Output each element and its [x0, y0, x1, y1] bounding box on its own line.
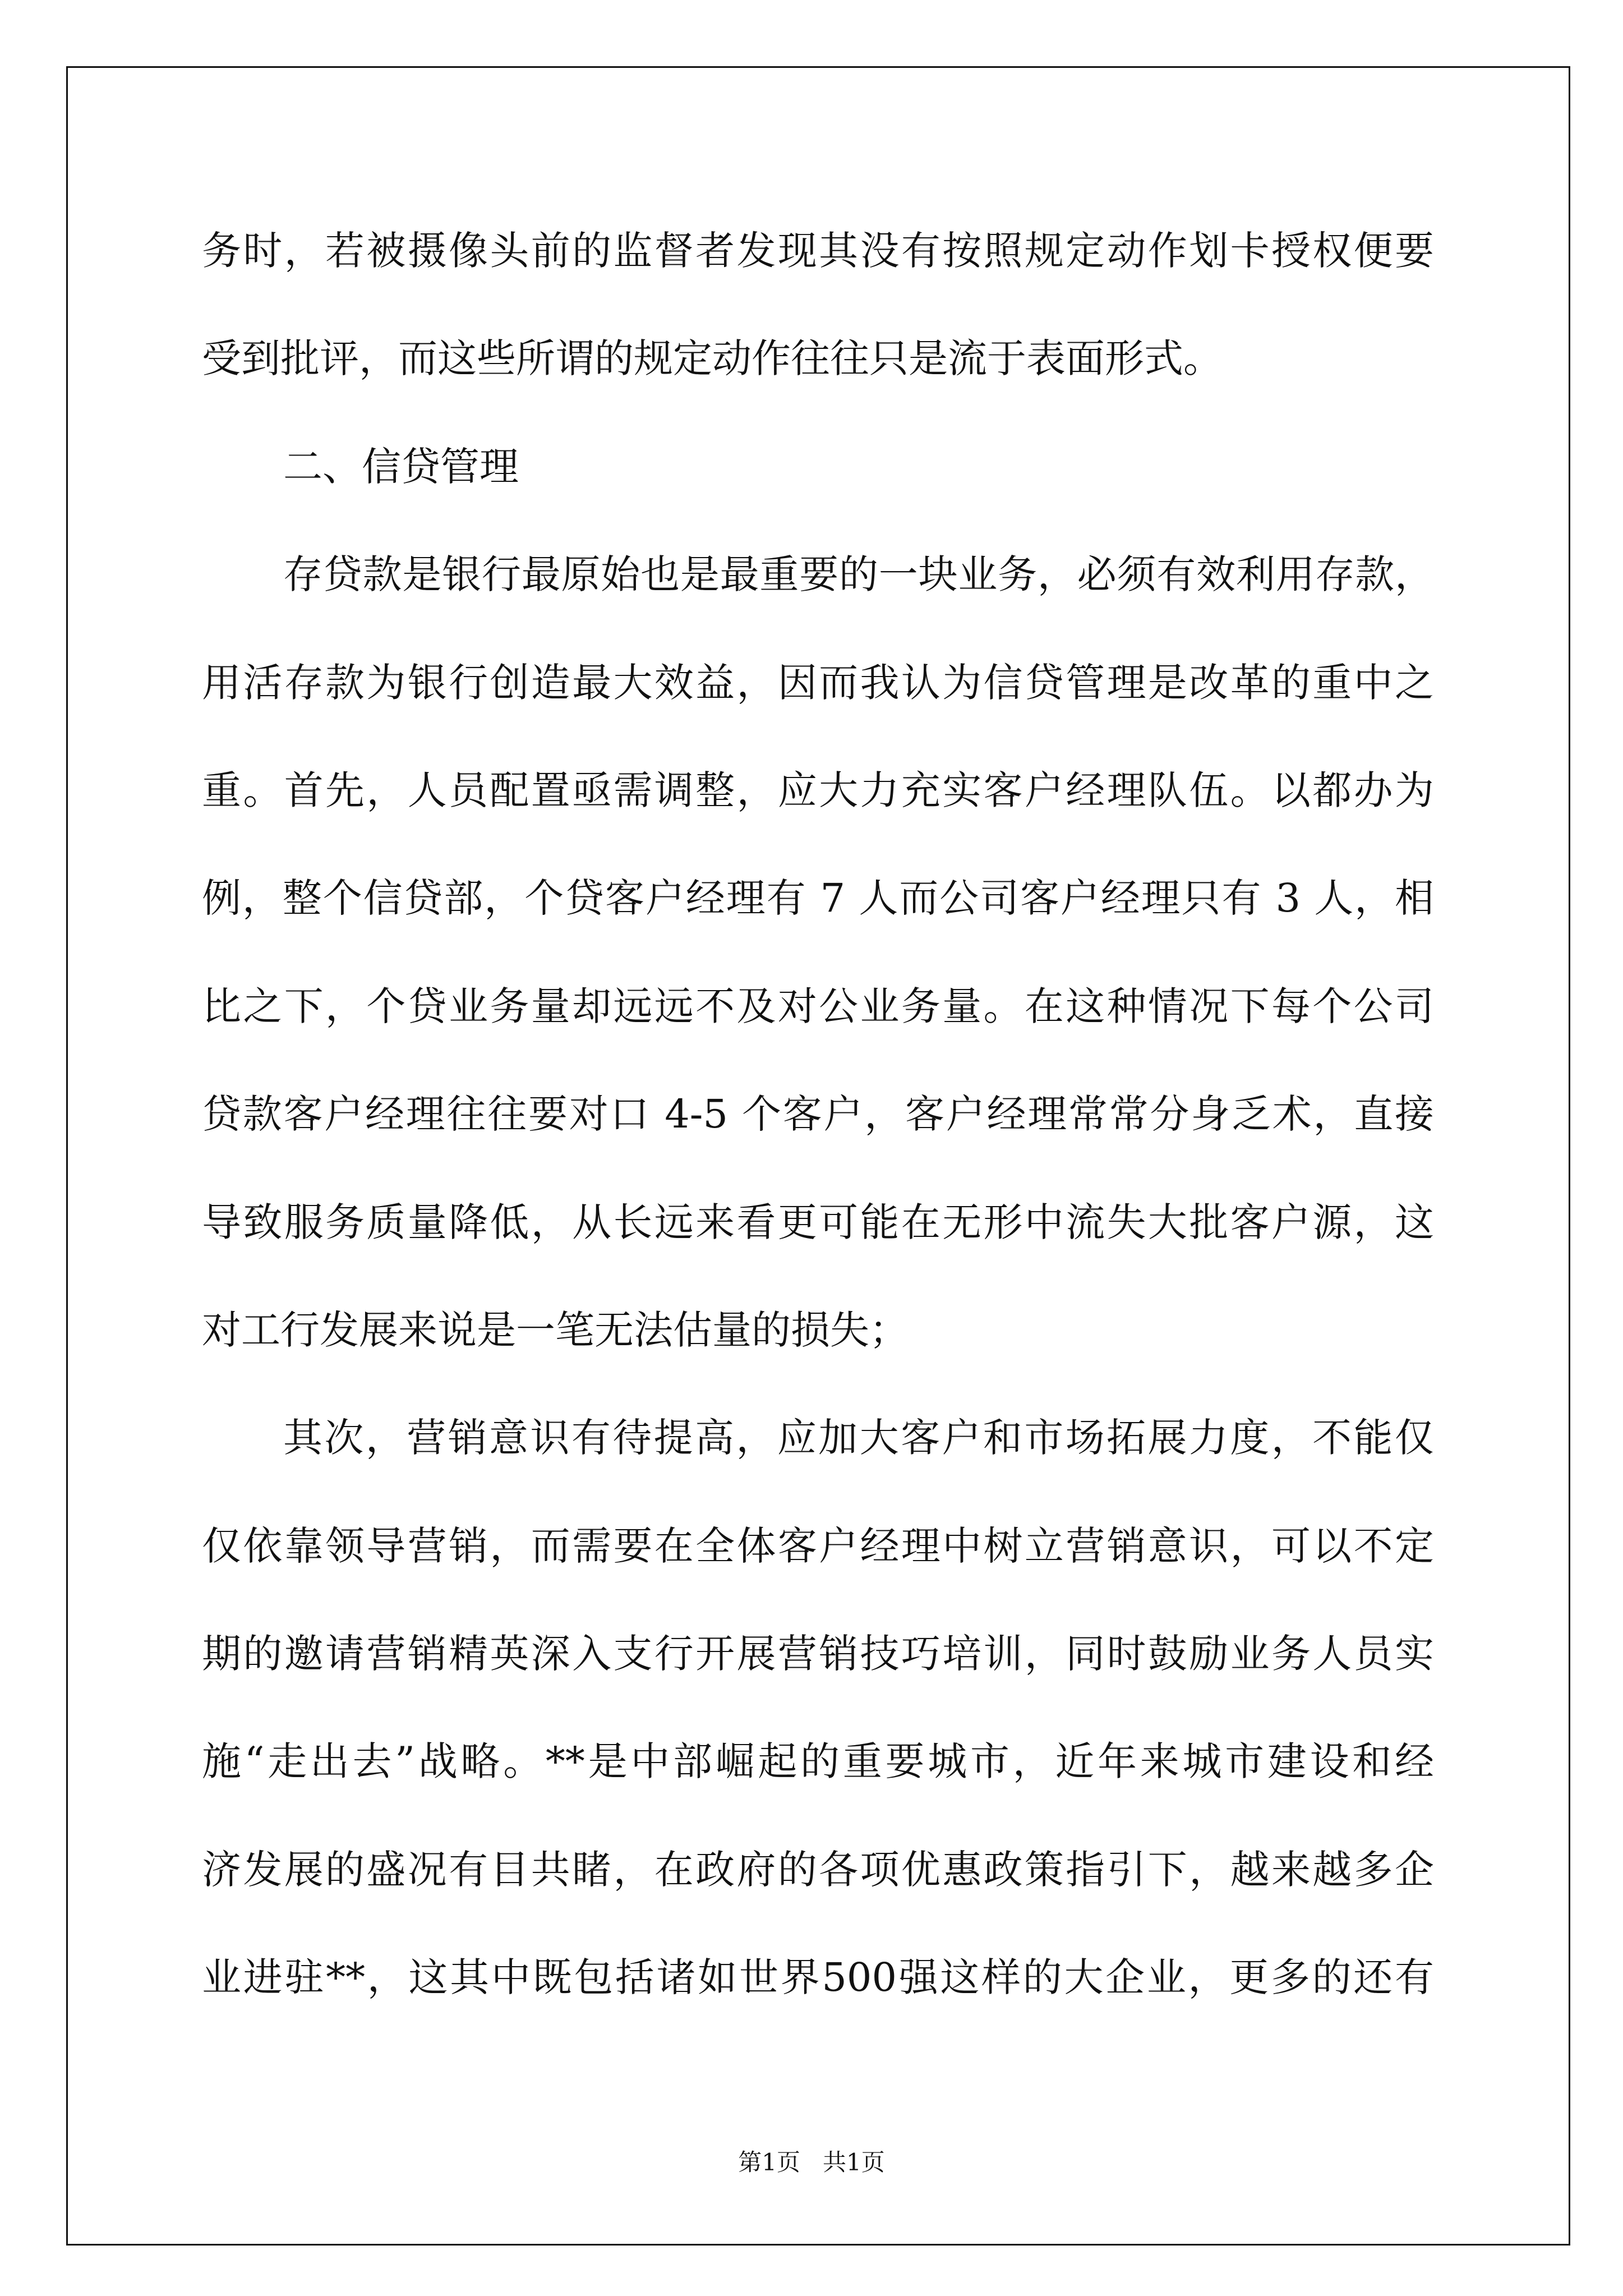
- text-line: 贷款客户经理往往要对口 4-5 个客户，客户经理常常分身乏术，直接: [202, 1091, 1434, 1138]
- text-line: 济发展的盛况有目共睹，在政府的各项优惠政策指引下，越来越多企: [202, 1846, 1434, 1893]
- text-line: 务时，若被摄像头前的监督者发现其没有按照规定动作划卡授权便要: [202, 228, 1434, 274]
- text-line: 重。首先，人员配置亟需调整，应大力充实客户经理队伍。以都办为: [202, 767, 1434, 813]
- text-line: 比之下，个贷业务量却远远不及对公业务量。在这种情况下每个公司: [202, 983, 1434, 1029]
- text-line: 对工行发展来说是一笔无法估量的损失；: [202, 1306, 909, 1353]
- text-line: 施“走出去”战略。**是中部崛起的重要城市，近年来城市建设和经: [202, 1738, 1434, 1785]
- page-number-current: 第1页: [738, 2148, 800, 2176]
- text-line: 导致服务质量降低，从长远来看更可能在无形中流失大批客户源，这: [202, 1199, 1434, 1245]
- paragraph: [202, 1384, 1434, 2031]
- document-body: [202, 197, 1434, 2032]
- text-line: 例，整个信贷部，个贷客户经理有 7 人而公司客户经理只有 3 人，相: [202, 875, 1434, 922]
- text-line: 期的邀请营销精英深入支行开展营销技巧培训，同时鼓励业务人员实: [202, 1631, 1434, 1677]
- page-footer: [0, 2143, 1623, 2182]
- text-line: 存贷款是银行最原始也是最重要的一块业务，必须有效利用存款，: [283, 551, 1434, 598]
- section-heading: [202, 413, 1434, 521]
- section-heading-text: 二、信贷管理: [283, 443, 519, 490]
- page-number-total: 共1页: [823, 2148, 885, 2176]
- text-line: 业进驻**，这其中既包括诸如世界500强这样的大企业，更多的还有: [202, 1954, 1434, 2001]
- paragraph: [202, 197, 1434, 413]
- text-line: 用活存款为银行创造最大效益，因而我认为信贷管理是改革的重中之: [202, 659, 1434, 706]
- text-line: 受到批评，而这些所谓的规定动作往往只是流于表面形式。: [202, 335, 1223, 382]
- paragraph: [202, 521, 1434, 1384]
- text-line: 其次，营销意识有待提高，应加大客户和市场拓展力度，不能仅: [283, 1415, 1434, 1461]
- text-line: 仅依靠领导营销，而需要在全体客户经理中树立营销意识，可以不定: [202, 1522, 1434, 1569]
